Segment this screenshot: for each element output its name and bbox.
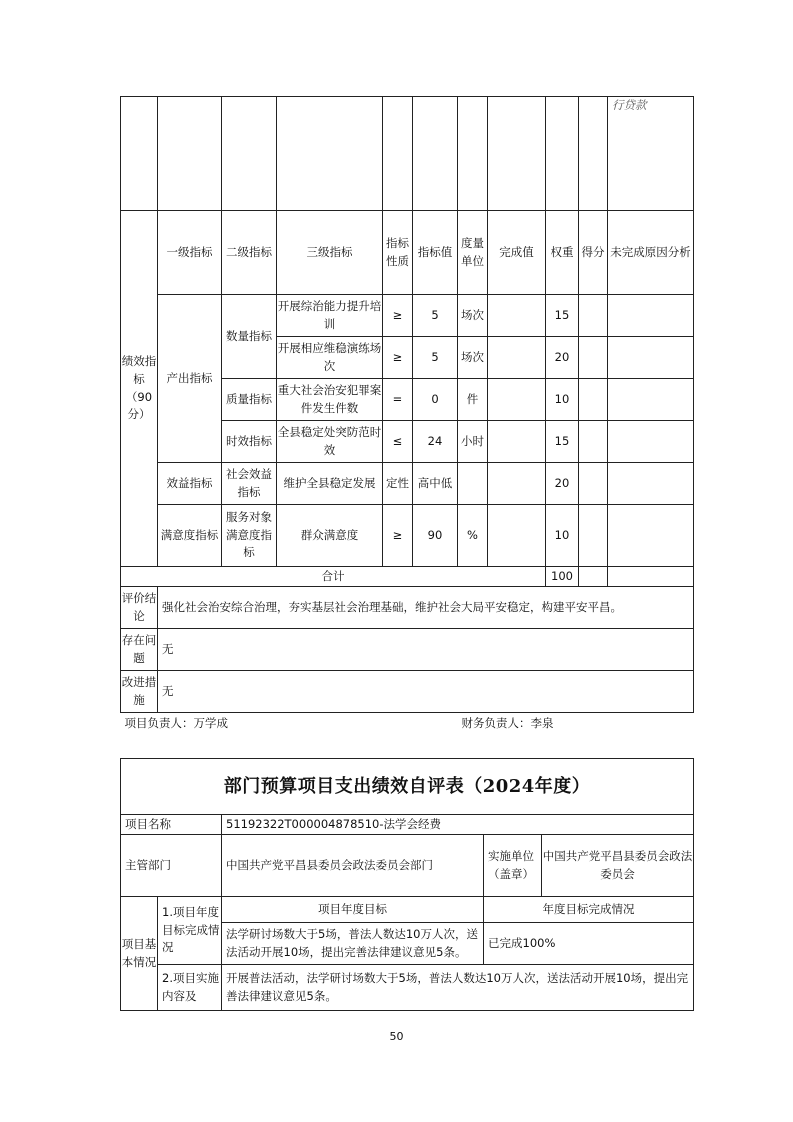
indicator-unit: % (458, 505, 488, 567)
content-label: 2.项目实施内容及 (158, 965, 222, 1011)
social-indicator-label: 社会效益指标 (222, 463, 277, 505)
total-weight: 100 (546, 567, 579, 587)
table-row (121, 463, 694, 505)
dept-label: 主管部门 (121, 835, 222, 897)
indicator-weight: 20 (546, 337, 579, 379)
indicator-nature: ≥ (383, 295, 413, 337)
indicator-unit (458, 463, 488, 505)
header-actual: 完成值 (488, 211, 546, 295)
finance-leader: 财务负责人：李泉 (458, 713, 694, 735)
output-indicator-label: 产出指标 (158, 295, 222, 463)
content-text: 开展普法活动，法学研讨场数大于5场，普法人数达10万人次，送法活动开展10场，提出完善法律建议意见5条。 (222, 965, 694, 1011)
timeliness-indicator-label: 时效指标 (222, 421, 277, 463)
header-level1: 一级指标 (158, 211, 222, 295)
goal-text: 法学研讨场数大于5场，普法人数达10万人次，送法活动开展10场，提出完善法律建议意见5条。 (222, 923, 484, 965)
form-title: 部门预算项目支出绩效自评表（2024年度） (121, 759, 694, 815)
indicator-name: 群众满意度 (277, 505, 383, 567)
service-indicator-label: 服务对象满意度指标 (222, 505, 277, 567)
goal-header: 项目年度目标 (222, 897, 484, 923)
indicator-value: 5 (413, 337, 458, 379)
indicator-weight: 15 (546, 421, 579, 463)
indicator-name: 开展综治能力提升培训 (277, 295, 383, 337)
goal-status: 已完成100% (484, 923, 694, 965)
total-label: 合计 (121, 567, 546, 587)
indicator-value: 0 (413, 379, 458, 421)
performance-table (120, 96, 694, 735)
project-name-label: 项目名称 (121, 815, 222, 835)
quantity-indicator-label: 数量指标 (222, 295, 277, 379)
indicator-nature: ≤ (383, 421, 413, 463)
indicator-name: 开展相应维稳演练场次 (277, 337, 383, 379)
indicator-nature: ≥ (383, 337, 413, 379)
indicator-unit: 场次 (458, 295, 488, 337)
perf-indicator-label: 绩效指标（90分） (121, 211, 158, 567)
indicator-nature: ≥ (383, 505, 413, 567)
header-unit: 度量单位 (458, 211, 488, 295)
header-weight: 权重 (546, 211, 579, 295)
table-row (121, 505, 694, 567)
indicator-value: 5 (413, 295, 458, 337)
conclusion-text: 强化社会治安综合治理，夯实基层社会治理基础，维护社会大局平安稳定，构建平安平昌。 (158, 587, 694, 629)
quality-indicator-label: 质量指标 (222, 379, 277, 421)
impl-unit-label: 实施单位（盖章） (484, 835, 542, 897)
indicator-nature: = (383, 379, 413, 421)
goal-completion-label: 1.项目年度目标完成情况 (158, 897, 222, 965)
problems-label: 存在问题 (121, 629, 158, 671)
project-name: 51192322T000004878510-法学会经费 (222, 815, 694, 835)
total-row (121, 567, 694, 587)
table-row (121, 295, 694, 337)
improve-label: 改进措施 (121, 671, 158, 713)
project-leader: 项目负责人：万学成 (121, 713, 458, 735)
indicator-weight: 15 (546, 295, 579, 337)
indicator-nature: 定性 (383, 463, 413, 505)
self-evaluation-table (120, 758, 694, 1011)
indicator-weight: 10 (546, 379, 579, 421)
header-nature: 指标性质 (383, 211, 413, 295)
header-level2: 二级指标 (222, 211, 277, 295)
indicator-weight: 10 (546, 505, 579, 567)
satisfaction-indicator-label: 满意度指标 (158, 505, 222, 567)
indicator-weight: 20 (546, 463, 579, 505)
basic-info-label: 项目基本情况 (121, 897, 158, 1011)
header-reason: 未完成原因分析 (608, 211, 694, 295)
header-level3: 三级指标 (277, 211, 383, 295)
indicator-unit: 小时 (458, 421, 488, 463)
indicator-name: 重大社会治安犯罪案件发生件数 (277, 379, 383, 421)
indicator-name: 全县稳定处突防范时效 (277, 421, 383, 463)
improve-text: 无 (158, 671, 694, 713)
dept-name: 中国共产党平昌县委员会政法委员会部门 (222, 835, 484, 897)
conclusion-label: 评价结论 (121, 587, 158, 629)
problems-text: 无 (158, 629, 694, 671)
indicator-unit: 场次 (458, 337, 488, 379)
indicator-value: 24 (413, 421, 458, 463)
indicator-value: 高中低 (413, 463, 458, 505)
header-score: 得分 (579, 211, 608, 295)
goal-status-header: 年度目标完成情况 (484, 897, 694, 923)
indicator-unit: 件 (458, 379, 488, 421)
indicator-name: 维护全县稳定发展 (277, 463, 383, 505)
continued-note: 行贷款 (612, 98, 647, 112)
benefit-indicator-label: 效益指标 (158, 463, 222, 505)
impl-unit: 中国共产党平昌县委员会政法委员会 (542, 835, 694, 897)
indicator-value: 90 (413, 505, 458, 567)
header-value: 指标值 (413, 211, 458, 295)
page-number: 50 (389, 1030, 404, 1043)
